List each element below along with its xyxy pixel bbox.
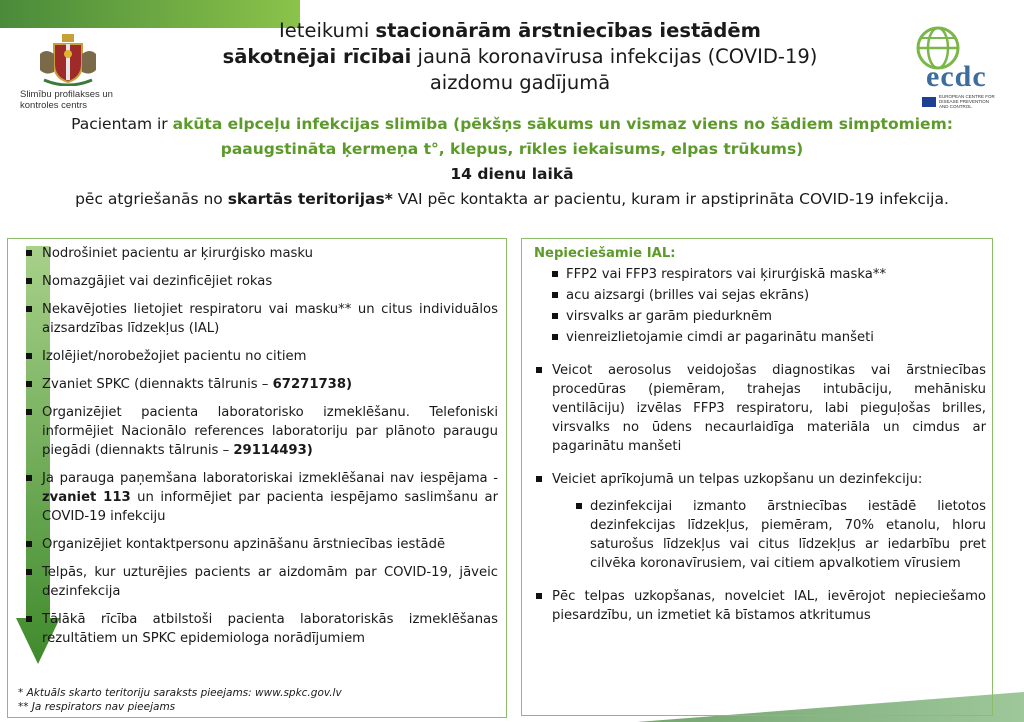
- list-item: Ja parauga paņemšana laboratoriskai izmeklēšanai nav iespējama - zvaniet 113 un informējiet par pacienta iespējamo saslimšanu ar COVID-19 infekciju: [18, 469, 498, 526]
- procedure-list: [534, 361, 986, 625]
- ecdc-sub-line2: DISEASE PREVENTION: [939, 99, 990, 104]
- list-item: Organizējiet kontaktpersonu apzināšanu ārstniecības iestādē: [18, 535, 498, 554]
- org-name-line1: Slimību profilakses un: [20, 89, 113, 100]
- list-item: Veiciet aprīkojumā un telpas uzkopšanu un dezinfekciju: dezinfekcijai izmanto ārstniecības iestādē lietotos dezinfekcijas līdzekļus, piemēram, 70% etanolu, hloru saturošus līdzekļus vai citus līdzekļus ar iedarbību pret cilvēka koronavīrusiem, vai citiem apvalkotiem vīrusiem: [534, 470, 986, 573]
- list-item: Pēc telpas uzkopšanas, novelciet IAL, ievērojot nepieciešamo piesardzību, un izmetiet kā bīstamos atkritumus: [534, 587, 986, 625]
- list-item: Zvaniet SPKC (diennakts tālrunis – 67271738): [18, 375, 498, 394]
- list-item: Nomazgājiet vai dezinficējiet rokas: [18, 272, 498, 291]
- list-item: virsvalks ar garām piedurknēm: [548, 307, 986, 326]
- org-name-line2: kontroles centrs: [20, 100, 88, 111]
- list-item: Telpās, kur uzturējies pacients ar aizdomām par COVID-19, jāveic dezinfekcija: [18, 563, 498, 601]
- footnote-2: ** Ja respirators nav pieejams: [18, 701, 176, 713]
- list-item: acu aizsargi (brilles vai sejas ekrāns): [548, 286, 986, 305]
- list-item: Veicot aerosolus veidojošas diagnostikas vai ārstniecības procedūras (piemēram, trahejas intubāciju, mehānisku ventilāciju) izvēlas FFP3 respiratoru, labi pieguļošas brilles, virsvalks no ūdens necaurlaidīga materiāla un cimdus ar pagarinātu manšeti: [534, 361, 986, 456]
- ppe-title: Nepieciešamie IAL:: [534, 246, 676, 261]
- list-item: FFP2 vai FFP3 respirators vai ķirurģiskā maska**: [548, 265, 986, 284]
- eu-flag-icon: [922, 97, 936, 107]
- ppe-list: [534, 265, 986, 347]
- footnotes: [18, 686, 342, 714]
- spkc-logo: [8, 32, 128, 111]
- document-title: Ieteikumi stacionārām ārstniecības iestādēm sākotnējai rīcībai jaunā koronavīrusa infekcijas (COVID-19) aizdomu gadījumā: [222, 19, 818, 94]
- list-item: dezinfekcijai izmanto ārstniecības iestādē lietotos dezinfekcijas līdzekļus, piemēram, 70% etanolu, hloru saturošus līdzekļus vai citus līdzekļus ar iedarbību pret cilvēka koronavīrusiem, vai citiem apvalkotiem vīrusiem: [572, 497, 986, 573]
- footnote-1: * Aktuāls skarto teritoriju saraksts pieejams: www.spkc.gov.lv: [18, 687, 342, 699]
- disinfection-list: [552, 497, 986, 573]
- case-definition: Pacientam ir akūta elpceļu infekcijas slimība (pēkšņs sākums un vismaz viens no šādiem simptomiem: paaugstināta ķermeņa t°, klepus, rīkles iekaisums, elpas trūkums) 14 dienu laikā pēc atgriešanās no skartās teritorijas* VAI pēc kontakta ar pacientu, kuram ir apstiprināta COVID-19 infekcija.: [71, 115, 953, 208]
- ppe-content: [534, 244, 986, 639]
- ecdc-sub-line3: AND CONTROL: [939, 104, 972, 109]
- ecdc-logo: [908, 24, 1012, 109]
- ecdc-wordmark: ecdc: [926, 60, 987, 93]
- list-item: Izolējiet/norobežojiet pacientu no citiem: [18, 347, 498, 366]
- list-item: Nodrošiniet pacientu ar ķirurģisko masku: [18, 244, 498, 263]
- action-list: [18, 244, 498, 657]
- coat-of-arms-icon: [36, 32, 100, 86]
- ecdc-sub-line1: EUROPEAN CENTRE FOR: [939, 94, 995, 99]
- list-item: Organizējiet pacienta laboratorisko izmeklēšanu. Telefoniski informējiet Nacionālo references laboratoriju par plānoto paraugu piegādi (diennakts tālrunis – 29114493): [18, 403, 498, 460]
- list-item: vienreizlietojamie cimdi ar pagarinātu manšeti: [548, 328, 986, 347]
- list-item: Nekavējoties lietojiet respiratoru vai masku** un citus individuālos aizsardzības līdzekļus (IAL): [18, 300, 498, 338]
- list-item: Tālākā rīcība atbilstoši pacienta laboratoriskās izmeklēšanas rezultātiem un SPKC epidemiologa norādījumiem: [18, 610, 498, 648]
